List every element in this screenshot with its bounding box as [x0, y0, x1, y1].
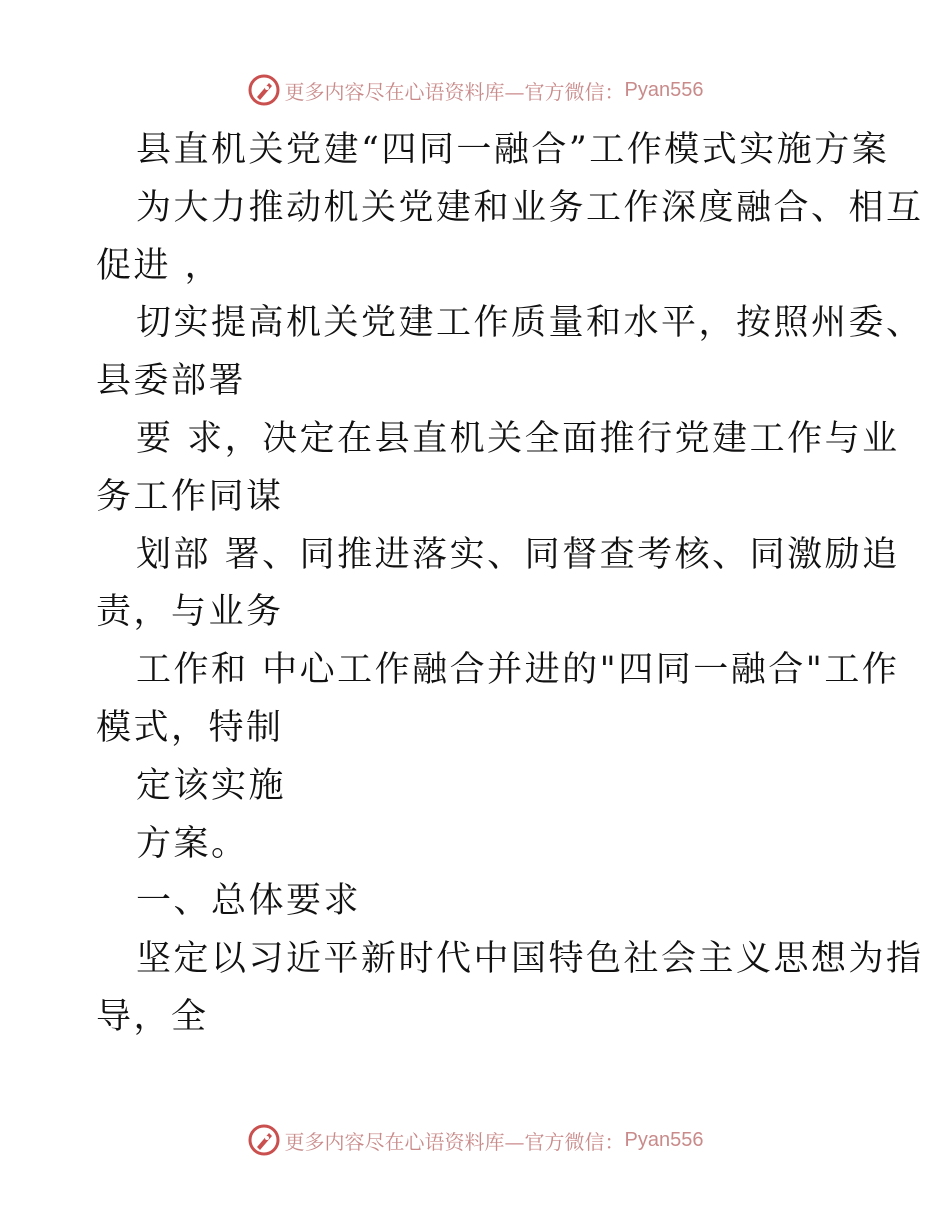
doc-line: 方案。 — [136, 823, 249, 864]
header-watermark — [0, 70, 950, 110]
footer-watermark — [0, 1120, 950, 1160]
doc-line: 要 求，决定在县直机关全面推行党建工作与业 — [136, 418, 900, 459]
watermark-text: 更多内容尽在心语资料库—官方微信： — [284, 1129, 625, 1154]
doc-line: 工作和 中心工作融合并进的"四同一融合"工作 — [136, 650, 900, 691]
watermark-wechat-id: Pyan556 — [624, 1128, 704, 1151]
doc-line: 导，全 — [96, 996, 209, 1037]
doc-line: 坚定以习近平新时代中国特色社会主义思想为指 — [136, 939, 924, 980]
doc-line: 县委部署 — [96, 361, 247, 402]
section-heading: 一、总体要求 — [136, 881, 362, 922]
doc-line: 促进 ， — [96, 245, 223, 286]
doc-title: 县直机关党建“四同一融合”工作模式实施方案 — [136, 130, 890, 170]
pen-logo-icon — [247, 73, 281, 107]
doc-line: 模式，特制 — [96, 707, 284, 748]
doc-line: 责，与业务 — [96, 592, 284, 633]
doc-line: 切实提高机关党建工作质量和水平，按照州委、 — [136, 303, 924, 344]
doc-line: 务工作同谋 — [96, 476, 284, 517]
doc-line: 为大力推动机关党建和业务工作深度融合、相互 — [136, 187, 924, 228]
pen-logo-icon — [247, 1123, 281, 1157]
watermark-text: 更多内容尽在心语资料库—官方微信： — [284, 79, 625, 104]
doc-line: 划部 署、同推进落实、同督查考核、同激励追 — [136, 534, 900, 575]
doc-line: 定该实施 — [136, 765, 287, 806]
watermark-wechat-id: Pyan556 — [624, 78, 704, 101]
document-body — [96, 122, 924, 1047]
